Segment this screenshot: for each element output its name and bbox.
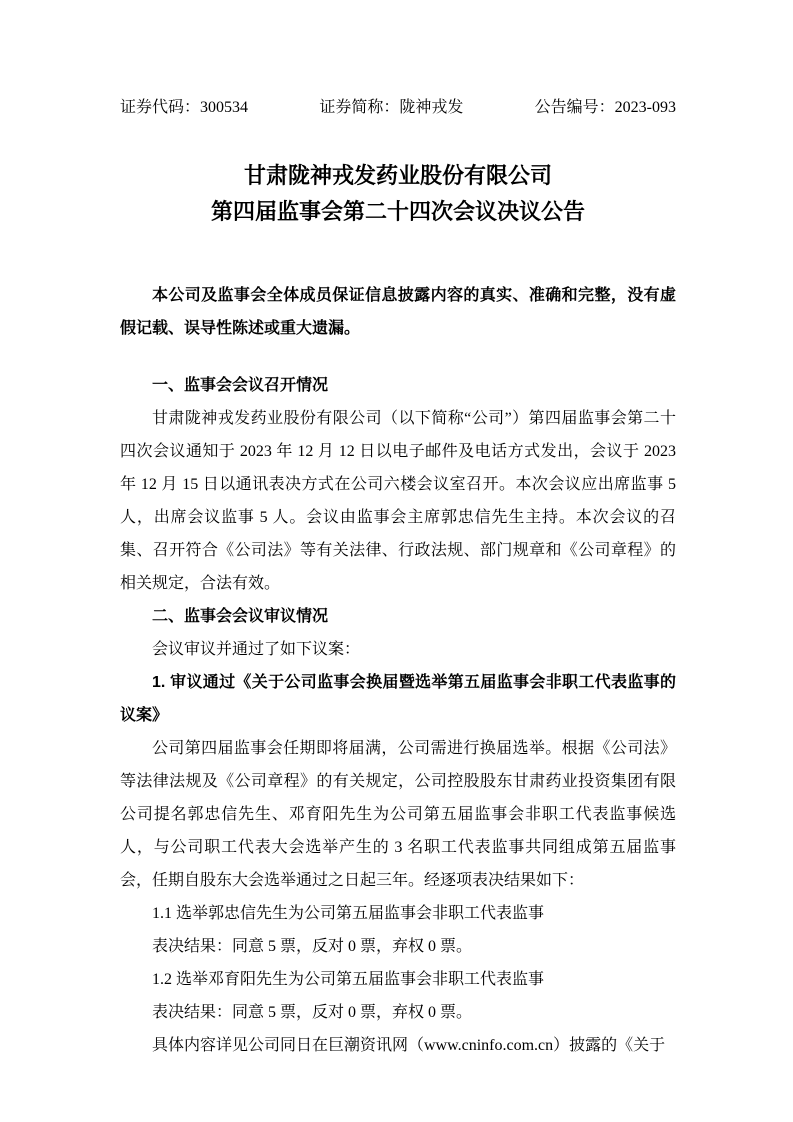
announcement-number: 公告编号：2023-093: [534, 99, 676, 116]
proposal-1-title: 1. 审议通过《关于公司监事会换届暨选举第五届监事会非职工代表监事的议案》: [120, 674, 676, 724]
company-name-title: 甘肃陇神戎发药业股份有限公司: [243, 163, 552, 188]
announcement-title: 第四届监事会第二十四次会议决议公告: [210, 199, 585, 224]
vote-item-1-2: 1.2 选举邓育阳先生为公司第五届监事会非职工代表监事: [152, 971, 545, 988]
section-2-heading: 二、监事会会议审议情况: [152, 608, 329, 625]
detail-note: 具体内容详见公司同日在巨潮资讯网（www.cninfo.com.cn）披露的《关于: [152, 1037, 666, 1054]
vote-item-1-1: 1.1 选举郭忠信先生为公司第五届监事会非职工代表监事: [152, 905, 545, 922]
vote-item-1-1-result: 表决结果：同意 5 票，反对 0 票，弃权 0 票。: [152, 938, 473, 955]
vote-item-1-2-result: 表决结果：同意 5 票，反对 0 票，弃权 0 票。: [152, 1004, 473, 1021]
proposal-1-paragraph: 公司第四届监事会任期即将届满，公司需进行换届选举。根据《公司法》等法律法规及《公司章程》的有关规定，公司控股股东甘肃药业投资集团有限公司提名郭忠信先生、邓育阳先生为公司第五届监事会非职工代表监事候选人，与公司职工代表大会选举产生的 3 名职工代表监事共同组成第五届监事会，任期自股东大会选举通过之日起三年。经逐项表决结果如下：: [120, 740, 676, 889]
doc-header: [120, 98, 676, 118]
doc-body: [120, 369, 676, 1062]
section-2-intro: 会议审议并通过了如下议案：: [152, 641, 361, 658]
stock-code: 证券代码：300534: [120, 99, 249, 116]
disclaimer-paragraph: 本公司及监事会全体成员保证信息披露内容的真实、准确和完整，没有虚假记载、误导性陈述或重大遗漏。: [120, 287, 676, 337]
stock-abbr: 证券简称：陇神戎发: [319, 99, 464, 116]
section-1-paragraph: 甘肃陇神戎发药业股份有限公司（以下简称“公司”）第四届监事会第二十四次会议通知于 2023 年 12 月 12 日以电子邮件及电话方式发出，会议于 2023 年 12 月 15 日以通讯表决方式在公司六楼会议室召开。本次会议应出席监事 5 人，出席会议监事 5 人。会议由监事会主席郭忠信先生主持。本次会议的召集、召开符合《公司法》等有关法律、行政法规、部门规章和《公司章程》的相关规定，合法有效。: [120, 410, 676, 592]
section-1-heading: 一、监事会会议召开情况: [152, 377, 329, 394]
